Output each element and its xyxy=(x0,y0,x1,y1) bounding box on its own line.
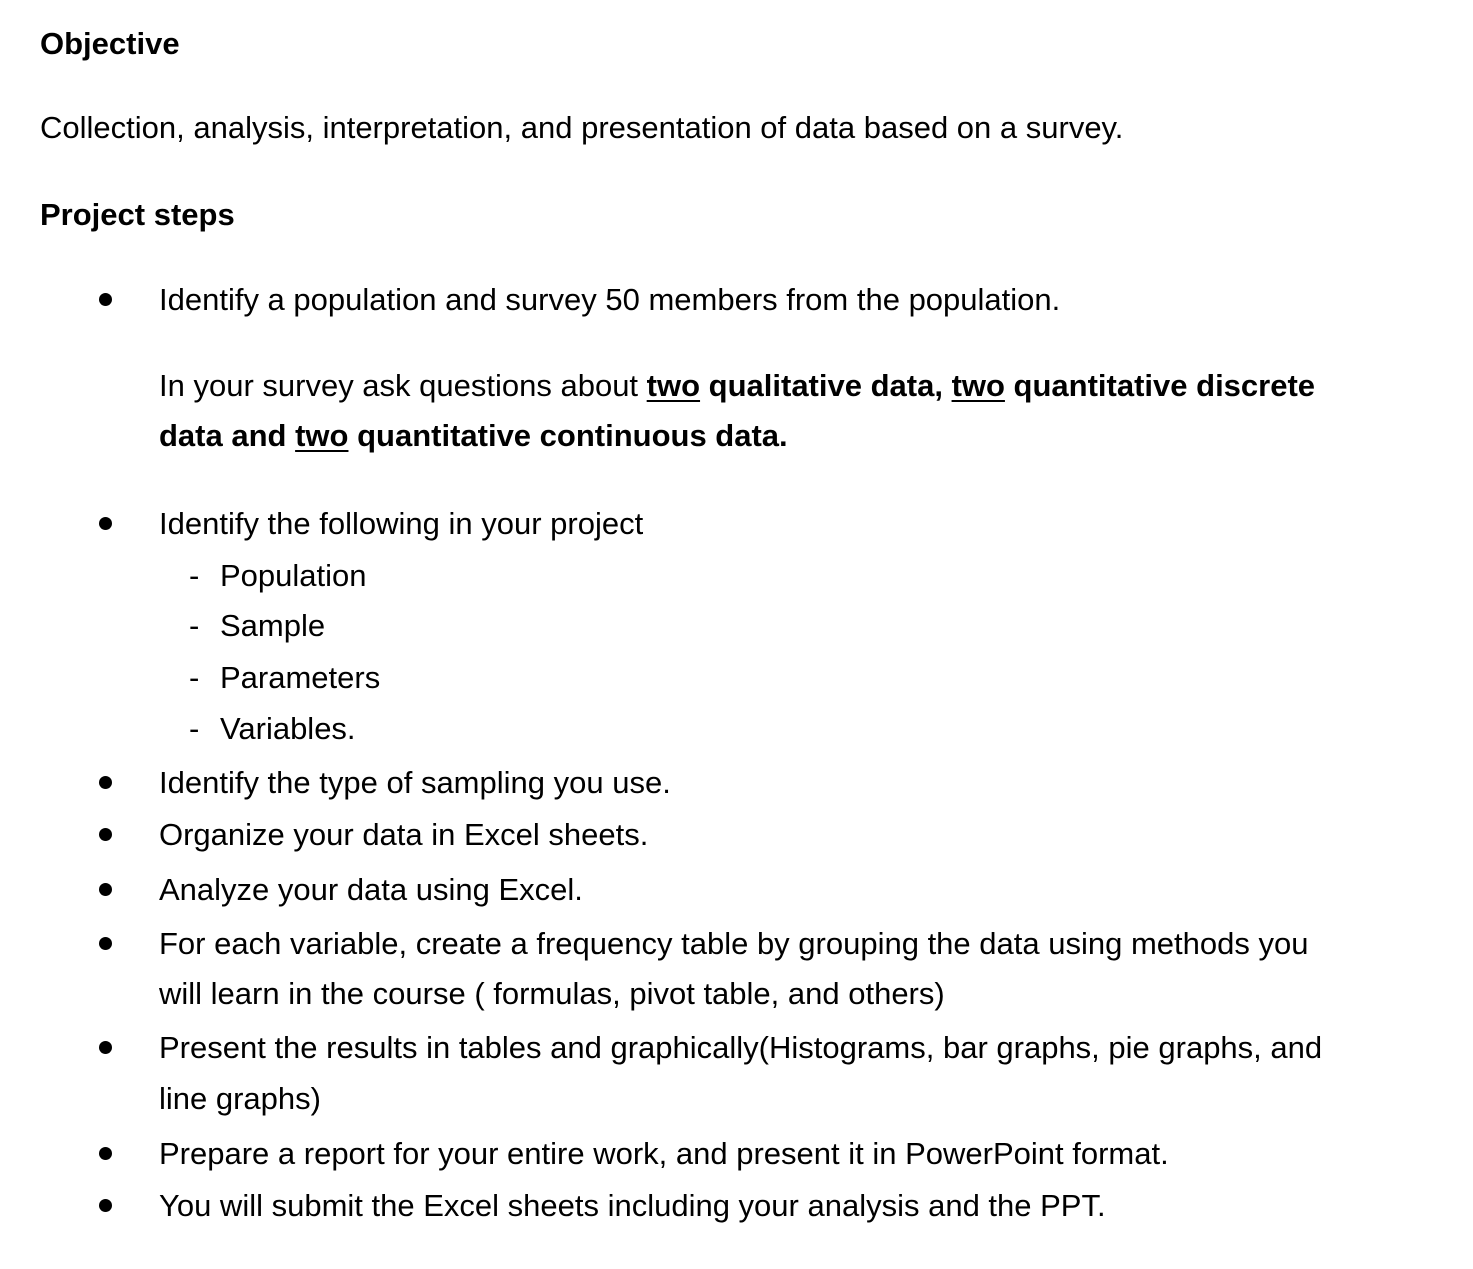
subitem-variables: Variables. xyxy=(220,711,356,746)
emphasis-two: two xyxy=(295,418,349,453)
dash-icon: - xyxy=(189,711,200,746)
detail-quantitative-continuous: quantitative continuous data. xyxy=(348,418,788,453)
subitem-population: Population xyxy=(220,558,367,593)
dash-icon: - xyxy=(189,608,200,643)
bullet-icon xyxy=(99,937,112,950)
emphasis-two: two xyxy=(951,368,1005,403)
step-1-detail-line-1 xyxy=(159,370,1315,401)
bullet-icon xyxy=(99,1199,112,1212)
step-6-line-1: For each variable, create a frequency table by grouping the data using methods you xyxy=(159,926,1309,961)
bullet-icon xyxy=(99,1147,112,1160)
step-6-line-2: will learn in the course ( formulas, pivot table, and others) xyxy=(159,976,945,1011)
detail-qualitative: qualitative data, xyxy=(700,368,952,403)
objective-text: Collection, analysis, interpretation, and presentation of data based on a survey. xyxy=(40,110,1124,145)
bullet-icon xyxy=(99,293,112,306)
bullet-icon xyxy=(99,776,112,789)
step-9-text: You will submit the Excel sheets including your analysis and the PPT. xyxy=(159,1188,1106,1223)
bullet-icon xyxy=(99,883,112,896)
step-2-text: Identify the following in your project xyxy=(159,506,644,541)
step-5-text: Analyze your data using Excel. xyxy=(159,872,583,907)
subitem-sample: Sample xyxy=(220,608,326,643)
detail-prefix: data and xyxy=(159,418,296,453)
step-8-text: Prepare a report for your entire work, and present it in PowerPoint format. xyxy=(159,1136,1169,1171)
step-7-line-1: Present the results in tables and graphically(Histograms, bar graphs, pie graphs, and xyxy=(159,1030,1323,1065)
dash-icon: - xyxy=(189,660,200,695)
objective-heading: Objective xyxy=(40,26,180,61)
dash-icon: - xyxy=(189,558,200,593)
bullet-icon xyxy=(99,828,112,841)
step-4-text: Organize your data in Excel sheets. xyxy=(159,817,649,852)
step-3-text: Identify the type of sampling you use. xyxy=(159,765,671,800)
detail-quantitative-discrete: quantitative discrete xyxy=(1004,368,1316,403)
bullet-icon xyxy=(99,517,112,530)
emphasis-two: two xyxy=(646,368,701,403)
project-steps-heading: Project steps xyxy=(40,197,235,232)
step-1-detail-line-2 xyxy=(159,420,788,451)
step-7-line-2: line graphs) xyxy=(159,1081,321,1116)
step-1-text: Identify a population and survey 50 members from the population. xyxy=(159,282,1061,317)
detail-prefix: In your survey ask questions about xyxy=(159,368,647,403)
bullet-icon xyxy=(99,1041,112,1054)
subitem-parameters: Parameters xyxy=(220,660,381,695)
